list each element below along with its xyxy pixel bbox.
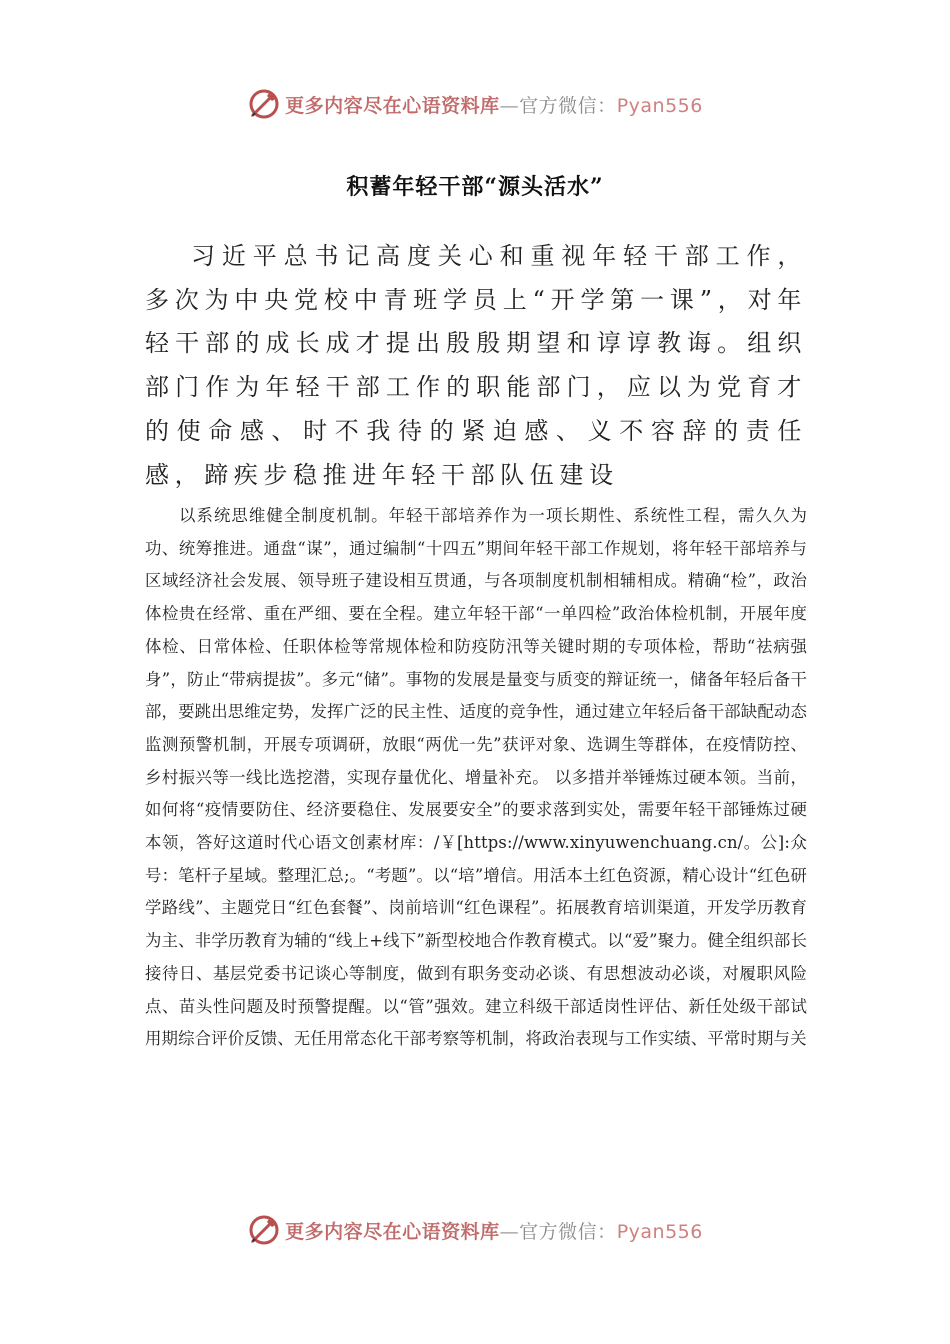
header-dash: — (499, 94, 520, 117)
header-promo-text: 更多内容尽在心语资料库 (285, 94, 500, 117)
header-promo (285, 91, 703, 118)
document-title: 积蓄年轻干部“源头活水” (346, 174, 604, 200)
footer-dash: — (499, 1220, 520, 1243)
header-contact-id: Pyan556 (616, 94, 703, 117)
footer-contact-id: Pyan556 (616, 1220, 703, 1243)
header-contact-label: 官方微信： (519, 94, 617, 117)
lead-paragraph: 习近平总书记高度关心和重视年轻干部工作，多次为中央党校中青班学员上“开学第一课”，对年轻干部的成长成才提出殷殷期望和谆谆教诲。组织部门作为年轻干部工作的职能部门，应以为党育才的使命感、时不我待的紧迫感、义不容辞的责任感，蹄疾步稳推进年轻干部队伍建设 (145, 242, 807, 489)
header-banner (0, 84, 950, 124)
footer-banner (0, 1210, 950, 1250)
footer-contact-label: 官方微信： (519, 1220, 617, 1243)
pen-logo-icon (247, 1213, 281, 1247)
pen-logo-icon (247, 87, 281, 121)
footer-promo-text: 更多内容尽在心语资料库 (285, 1220, 500, 1243)
footer-promo (285, 1217, 703, 1244)
body-paragraph: 以系统思维健全制度机制。年轻干部培养作为一项长期性、系统性工程，需久久为功、统筹推进。通盘“谋”，通过编制“十四五”期间年轻干部工作规划，将年轻干部培养与区域经济社会发展、领导班子建设相互贯通，与各项制度机制相辅相成。精确“检”，政治体检贵在经常、重在严细、要在全程。建立年轻干部“一单四检”政治体检机制，开展年度体检、日常体检、任职体检等常规体检和防疫防汛等关键时期的专项体检，帮助“祛病强身”，防止“带病提拔”。多元“储”。事物的发展是量变与质变的辩证统一，储备年轻后备干部，要跳出思维定势，发挥广泛的民主性、适度的竞争性，通过建立年轻后备干部缺配动态监测预警机制，开展专项调研，放眼“两优一先”获评对象、选调生等群体，在疫情防控、乡村振兴等一线比选挖潜，实现存量优化、增量补充。 以多措并举锤炼过硬本领。当前，如何将“疫情要防住、经济要稳住、发展要安全”的要求落到实处，需要年轻干部锤炼过硬本领，答好这道时代心语文创素材库：/￥[https://www.xinyuwenchuang.cn/。公]:众号：笔杆子星域。整理汇总;。“考题”。以“培”增信。用活本土红色资源，精心设计“红色研学路线”、主题党日“红色套餐”、岗前培训“红色课程”。拓展教育培训渠道，开发学历教育为主、非学历教育为辅的“线上+线下”新型校地合作教育模式。以“爱”聚力。健全组织部长接待日、基层党委书记谈心等制度，做到有职务变动必谈、有思想波动必谈，对履职风险点、苗头性问题及时预警提醒。以“管”强效。建立科级干部适岗性评估、新任处级干部试用期综合评价反馈、无任用常态化干部考察等机制，将政治表现与工作实绩、平常时期与关 (145, 506, 807, 1049)
